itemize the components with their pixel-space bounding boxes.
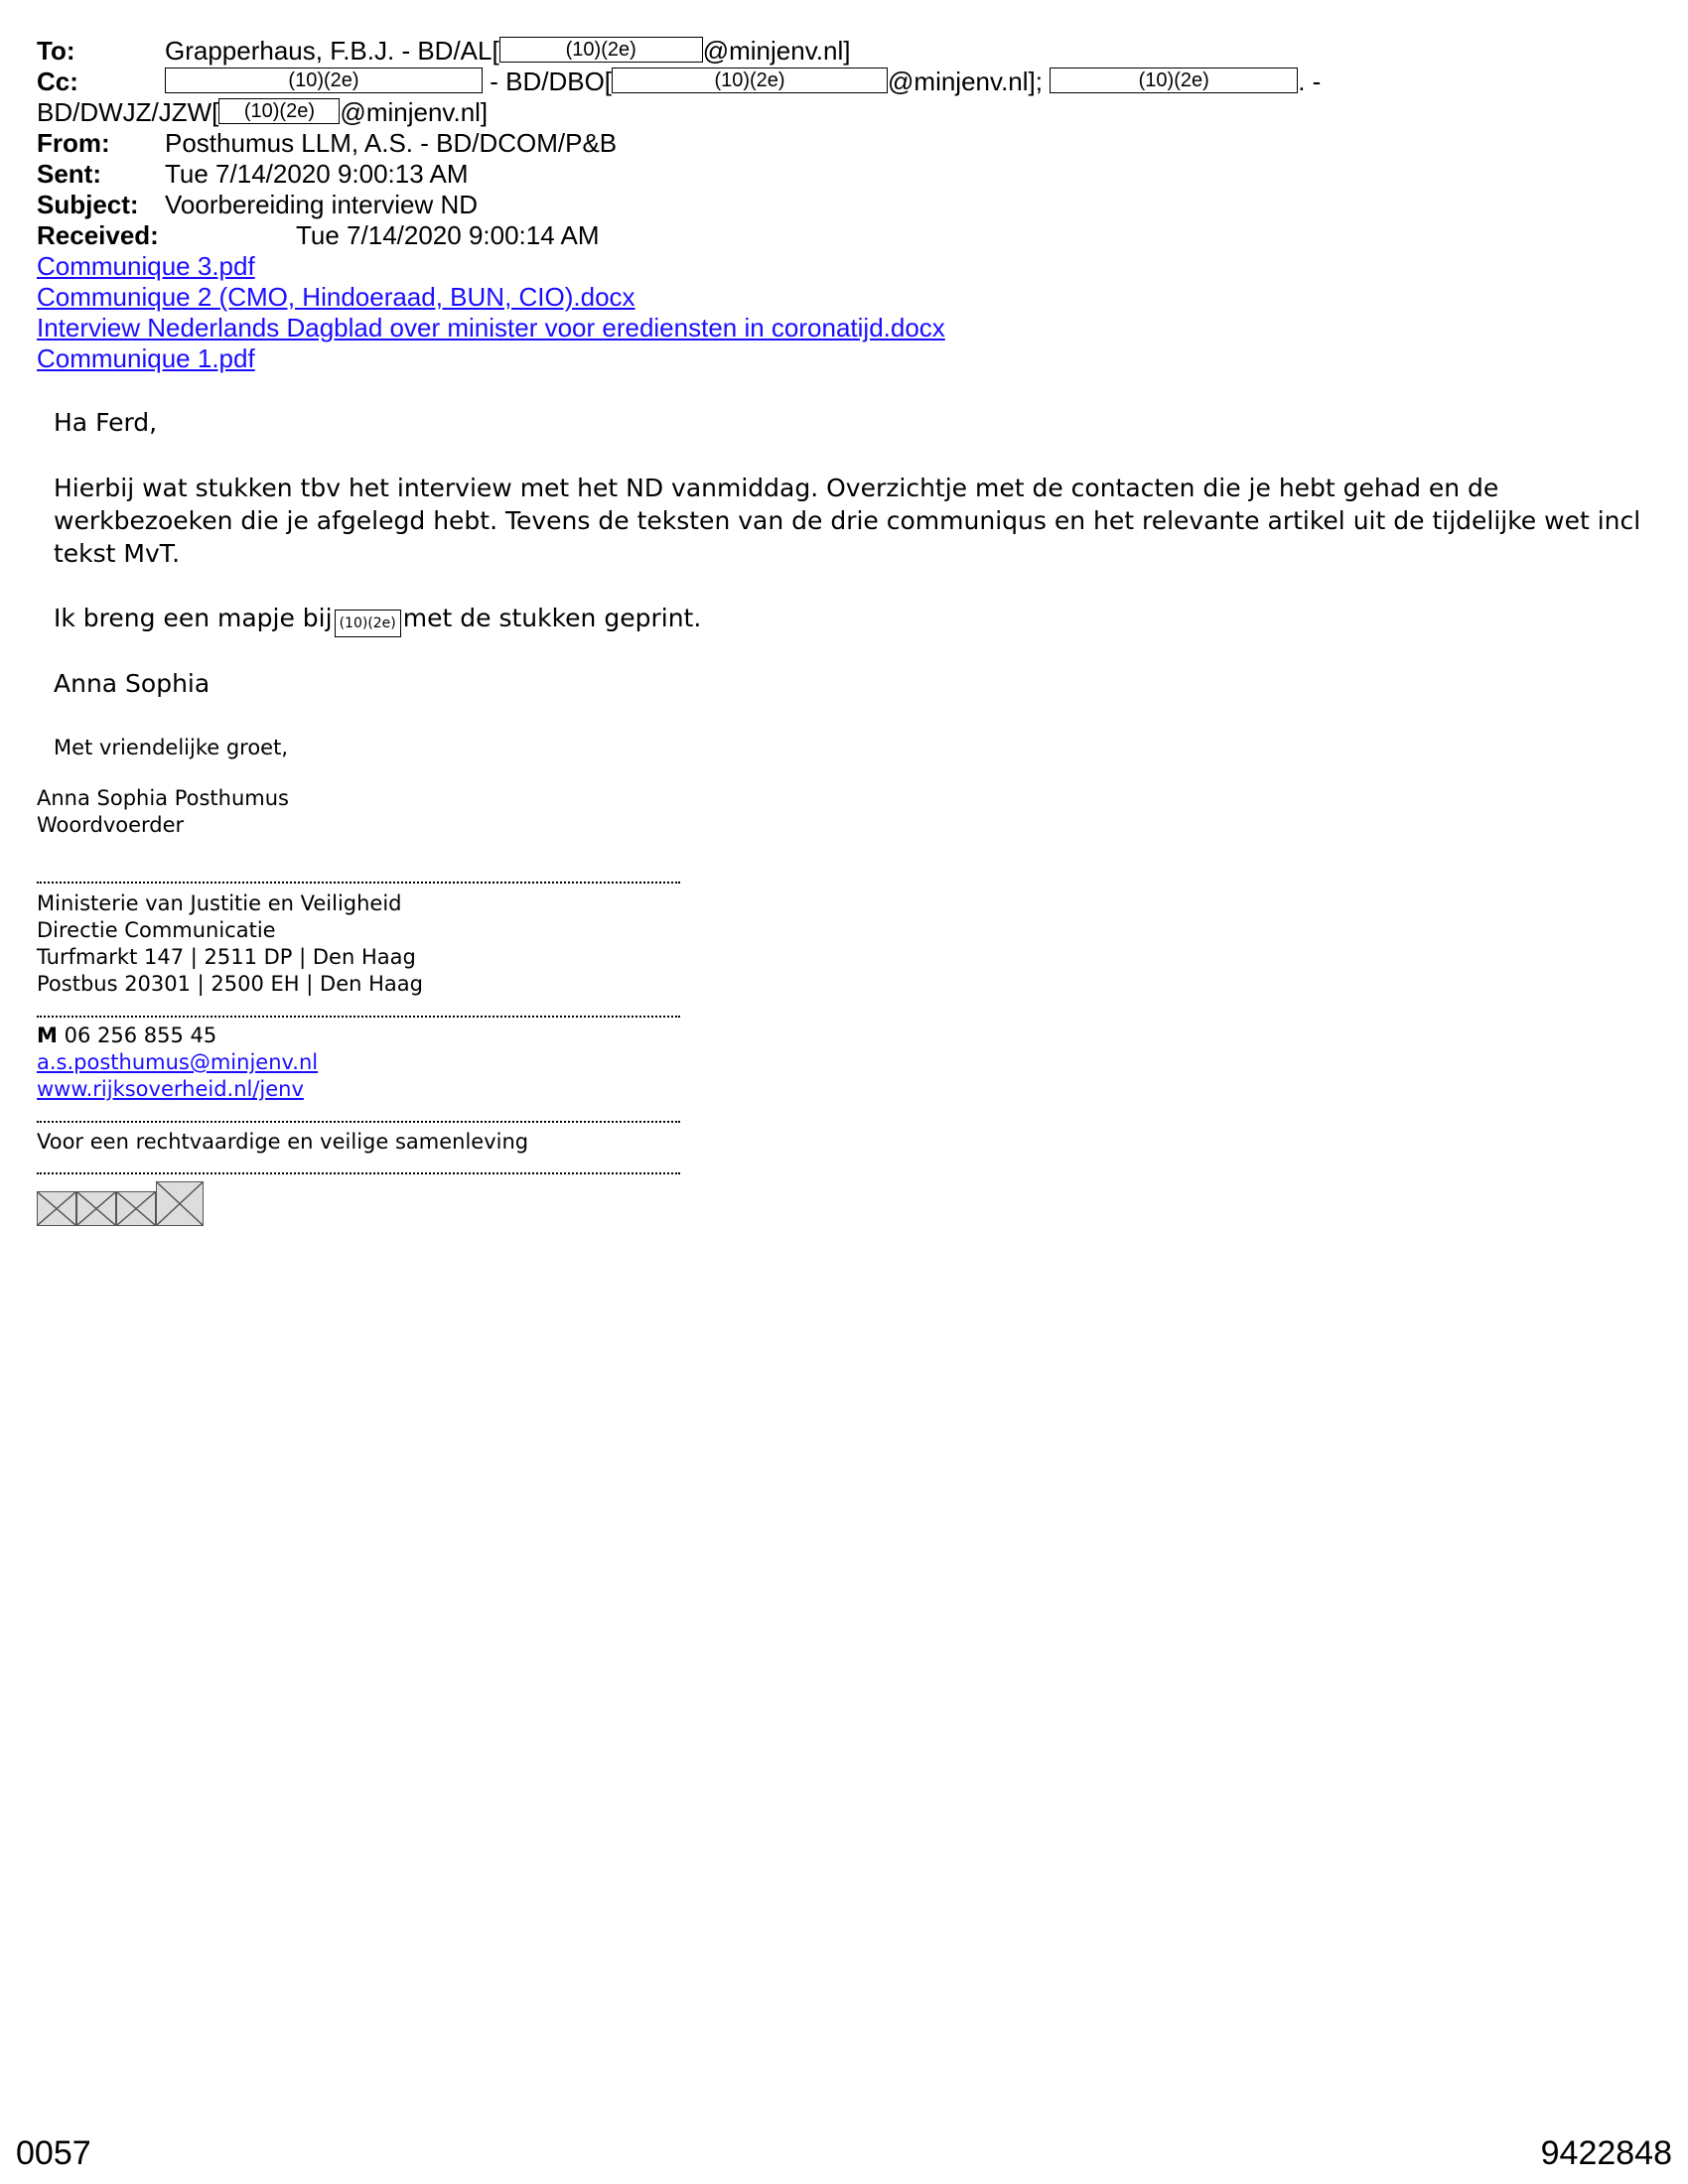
signature-name: Anna Sophia Posthumus: [37, 786, 289, 810]
redaction-box: (10)(2e): [1050, 68, 1298, 93]
dotted-divider: [37, 1016, 680, 1018]
attachment-link[interactable]: Communique 1.pdf: [37, 343, 255, 373]
email-link-text[interactable]: a.s.posthumus@minjenv.nl: [37, 1050, 319, 1074]
broken-image-icon[interactable]: [37, 1191, 76, 1226]
greeting: Ha Ferd,: [54, 408, 158, 437]
mobile-label: M: [37, 1024, 58, 1047]
redaction-box: (10)(2e): [218, 98, 340, 124]
email-link[interactable]: [37, 1049, 318, 1076]
attachment-link[interactable]: Communique 2 (CMO, Hindoeraad, BUN, CIO).docx: [37, 282, 635, 312]
subject-label: Subject:: [37, 190, 139, 219]
from-label: From:: [37, 128, 110, 158]
subject-value: Voorbereiding interview ND: [165, 190, 479, 219]
received-label: Received:: [37, 220, 159, 250]
broken-image-icon[interactable]: [116, 1191, 156, 1226]
cc-line-2: [37, 97, 488, 128]
signature-role: Woordvoerder: [37, 813, 185, 837]
body-paragraph-2: [54, 602, 1642, 634]
to-value: [165, 36, 850, 67]
cc-mid-2: @minjenv.nl];: [888, 67, 1043, 96]
org-department: Directie Communicatie: [37, 918, 276, 942]
org-name: Ministerie van Justitie en Veiligheid: [37, 891, 402, 915]
cc-mid-1: - BD/DBO[: [483, 67, 613, 96]
document-id-right: 9422848: [1540, 2134, 1672, 2172]
redaction-box: (10)(2e): [165, 68, 483, 93]
address-line: Postbus 20301 | 2500 EH | Den Haag: [37, 972, 423, 996]
address-line: Turfmarkt 147 | 2511 DP | Den Haag: [37, 945, 416, 969]
from-value: Posthumus LLM, A.S. - BD/DCOM/P&B: [165, 128, 618, 158]
sent-value: Tue 7/14/2020 9:00:13 AM: [165, 159, 469, 189]
redaction-box: (10)(2e): [335, 610, 401, 637]
dotted-divider: [37, 882, 680, 884]
body-paragraph: [54, 472, 1642, 570]
cc-mid-3: . -: [1298, 67, 1322, 96]
website-link[interactable]: [37, 1076, 304, 1103]
social-icons-row: [37, 1181, 204, 1226]
to-prefix: Grapperhaus, F.B.J. - BD/AL[: [165, 36, 499, 66]
received-value: Tue 7/14/2020 9:00:14 AM: [296, 220, 600, 250]
signoff: Anna Sophia: [54, 669, 211, 698]
redaction-box: (10)(2e): [612, 68, 888, 93]
redaction-box: (10)(2e): [499, 37, 703, 63]
para2-before: Ik breng een mapje bij: [54, 604, 333, 632]
to-label: To:: [37, 36, 75, 66]
cc-value: [165, 67, 1321, 97]
body-paragraph-text: Hierbij wat stukken tbv het interview met het ND vanmiddag. Overzichtje met de contacten die je hebt gehad en de werkbezoeken die je afgelegd hebt. Tevens de teksten van de drie communiqus en het relevante artikel uit de tijdelijke wet incl tekst MvT.: [54, 474, 1641, 568]
broken-image-icon[interactable]: [76, 1191, 116, 1226]
page-number-left: 0057: [16, 2134, 91, 2172]
para2-after: met de stukken geprint.: [402, 604, 702, 632]
broken-image-icon[interactable]: [156, 1181, 204, 1226]
dotted-divider: [37, 1172, 680, 1174]
to-suffix: @minjenv.nl]: [702, 36, 851, 66]
sent-label: Sent:: [37, 159, 101, 189]
mobile-number: 06 256 855 45: [64, 1024, 217, 1047]
attachment-link[interactable]: Communique 3.pdf: [37, 251, 255, 281]
cc-label: Cc:: [37, 67, 78, 96]
closing: Met vriendelijke groet,: [54, 736, 289, 759]
cc-line2-prefix: BD/DWJZ/JZW[: [37, 97, 219, 127]
attachment-link[interactable]: Interview Nederlands Dagblad over minister voor erediensten in coronatijd.docx: [37, 313, 945, 342]
slogan: Voor een rechtvaardige en veilige samenleving: [37, 1130, 529, 1154]
cc-line2-suffix: @minjenv.nl]: [340, 97, 489, 127]
dotted-divider: [37, 1121, 680, 1123]
website-link-text[interactable]: www.rijksoverheid.nl/jenv: [37, 1077, 304, 1101]
mobile-line: [37, 1023, 216, 1049]
